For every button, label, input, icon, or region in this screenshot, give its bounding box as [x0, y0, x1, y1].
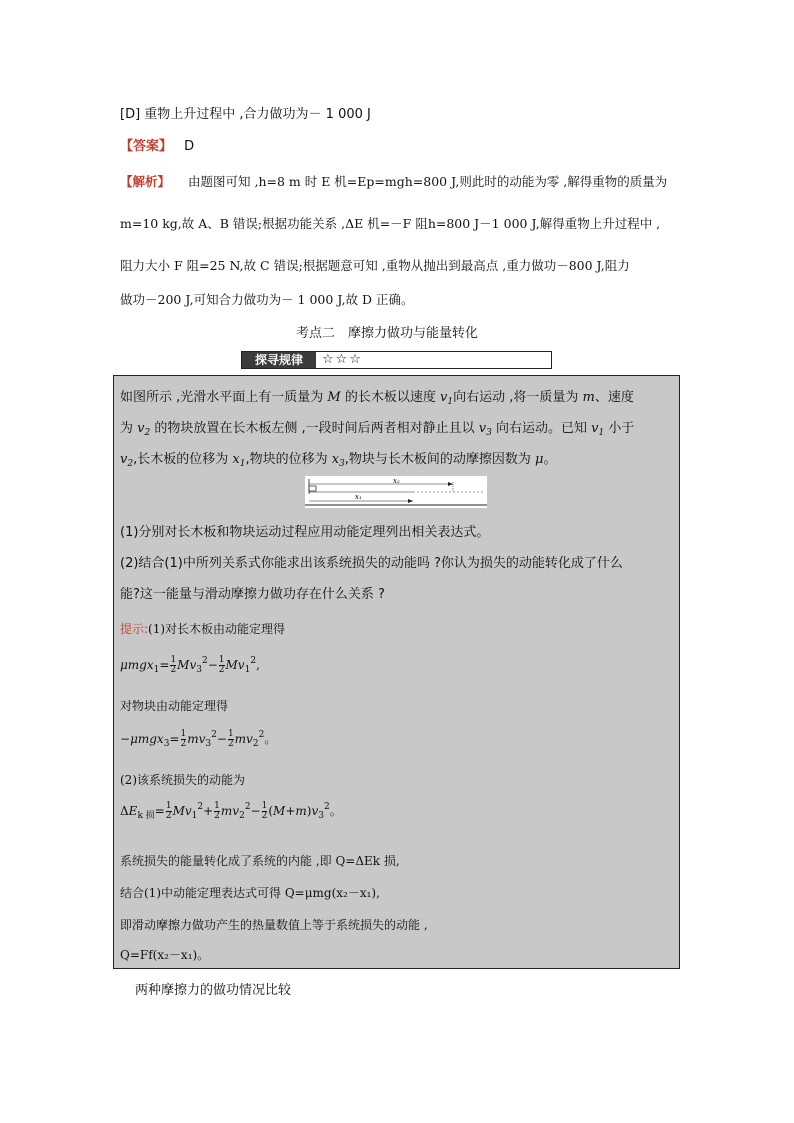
- text: ,长木板的位移为: [133, 452, 233, 467]
- hint-line-10: Q=Ff(x₂－x₁)。: [120, 948, 210, 962]
- hint-line-3: 对物块由动能定理得: [120, 699, 229, 713]
- var-x1: $x_1$: [232, 452, 246, 469]
- var-m: m: [582, 390, 595, 405]
- var-v2: $v_2$: [120, 452, 134, 469]
- footer-heading: 两种摩擦力的做功情况比较: [135, 983, 292, 998]
- x2-label: x₂: [393, 477, 400, 485]
- var-mu: μ: [535, 452, 544, 467]
- text: 、速度: [594, 390, 634, 405]
- hint-line-8: 结合(1)中动能定理表达式可得 Q=μmg(x₂－x₁),: [120, 886, 380, 900]
- var-v3: $v_3$: [478, 421, 492, 438]
- analysis-line-4: 做功－200 J,可知合力做功为－ 1 000 J,故 D 正确。: [120, 292, 414, 307]
- explore-label: 探寻规律: [242, 352, 316, 368]
- text: 为: [120, 421, 138, 436]
- hint-text: (1)对长木板由动能定理得: [148, 622, 286, 636]
- answer-row: [120, 135, 194, 154]
- equation-board: μmgx$_1$= $\frac{1}{2}$ $Mv_3^2-$ $\frac{1}{2}$ $Mv_1^2$,: [120, 655, 260, 675]
- board-block-diagram: [305, 476, 487, 508]
- section-title: 考点二 摩擦力做功与能量转化: [296, 326, 479, 341]
- analysis-line-3: 阻力大小 F 阻=25 N,故 C 错误;根据题意可知 ,重物从抛出到最高点 ,重力做功－800 J,阻力: [120, 258, 630, 273]
- var-x3: $x_3$: [331, 452, 345, 469]
- problem-line-1: [120, 386, 634, 407]
- analysis-text-1: 由题图可知 ,h=8 m 时 E 机=Ep=mgh=800 J,则此时的动能为零 ,解得重物的质量为: [188, 174, 668, 189]
- text: 向右运动 ,将一质量为: [453, 390, 583, 405]
- equation-energy-loss: $\Delta E_{k 损}=$ $\frac{1}{2}$ $Mv_1^2+$ $\frac{1}{2}$ $mv_2^2-$ $\frac{1}{2}$ $(M+m)v_3^2$。: [120, 801, 342, 821]
- question-2-cont: 能?这一能量与滑动摩擦力做功存在什么关系 ?: [120, 587, 385, 602]
- text: 。: [543, 452, 557, 467]
- text: 的物块放置在长木板左侧 ,一段时间后两者相对静止且以: [150, 421, 479, 436]
- hint-line-7: 系统损失的能量转化成了系统的内能 ,即 Q=ΔEk 损,: [120, 854, 400, 868]
- option-d: [D] 重物上升过程中 ,合力做功为－ 1 000 J: [120, 107, 371, 122]
- problem-line-3: [120, 448, 557, 469]
- var-v1: $v_1$: [591, 421, 605, 438]
- hint-label: 提示:: [120, 622, 149, 636]
- text: ,物块的位移为: [245, 452, 332, 467]
- text: 的长木板以速度: [340, 390, 440, 405]
- star-rating: ☆☆☆: [322, 352, 363, 367]
- question-1: (1)分别对长木板和物块运动过程应用动能定理列出相关表达式。: [120, 525, 490, 540]
- problem-line-2: [120, 417, 634, 438]
- hint-line-9: 即滑动摩擦力做功产生的热量数值上等于系统损失的动能 ,: [120, 918, 428, 932]
- answer-label: 【答案】: [120, 139, 173, 154]
- hint-line-1: [120, 620, 285, 637]
- text: 向右运动。已知: [491, 421, 592, 436]
- explore-bar: [241, 351, 552, 369]
- text: 小于: [604, 421, 635, 436]
- question-2: (2)结合(1)中所列关系式你能求出该系统损失的动能吗 ?你认为损失的动能转化成了什么: [120, 556, 623, 571]
- answer-value: D: [184, 139, 195, 154]
- var-v2: $v_2$: [137, 421, 151, 438]
- text: 如图所示 ,光滑水平面上有一质量为: [120, 390, 328, 405]
- equation-block: −μmgx$_3$= $\frac{1}{2}$ $mv_3^2-$ $\frac{1}{2}$ $mv_2^2$。: [120, 729, 277, 749]
- text: ,物块与长木板间的动摩擦因数为: [344, 452, 536, 467]
- var-M: M: [327, 390, 341, 405]
- x1-label: x₁: [355, 493, 362, 501]
- analysis-line-2: m=10 kg,故 A、B 错误;根据功能关系 ,ΔE 机=－F 阻h=800 J－1 000 J,解得重物上升过程中 ,: [120, 216, 661, 231]
- analysis-line-1: [120, 172, 667, 190]
- hint-line-5: (2)该系统损失的动能为: [120, 773, 245, 787]
- analysis-label: 【解析】: [120, 174, 171, 189]
- var-v1: $v_1$: [439, 390, 454, 407]
